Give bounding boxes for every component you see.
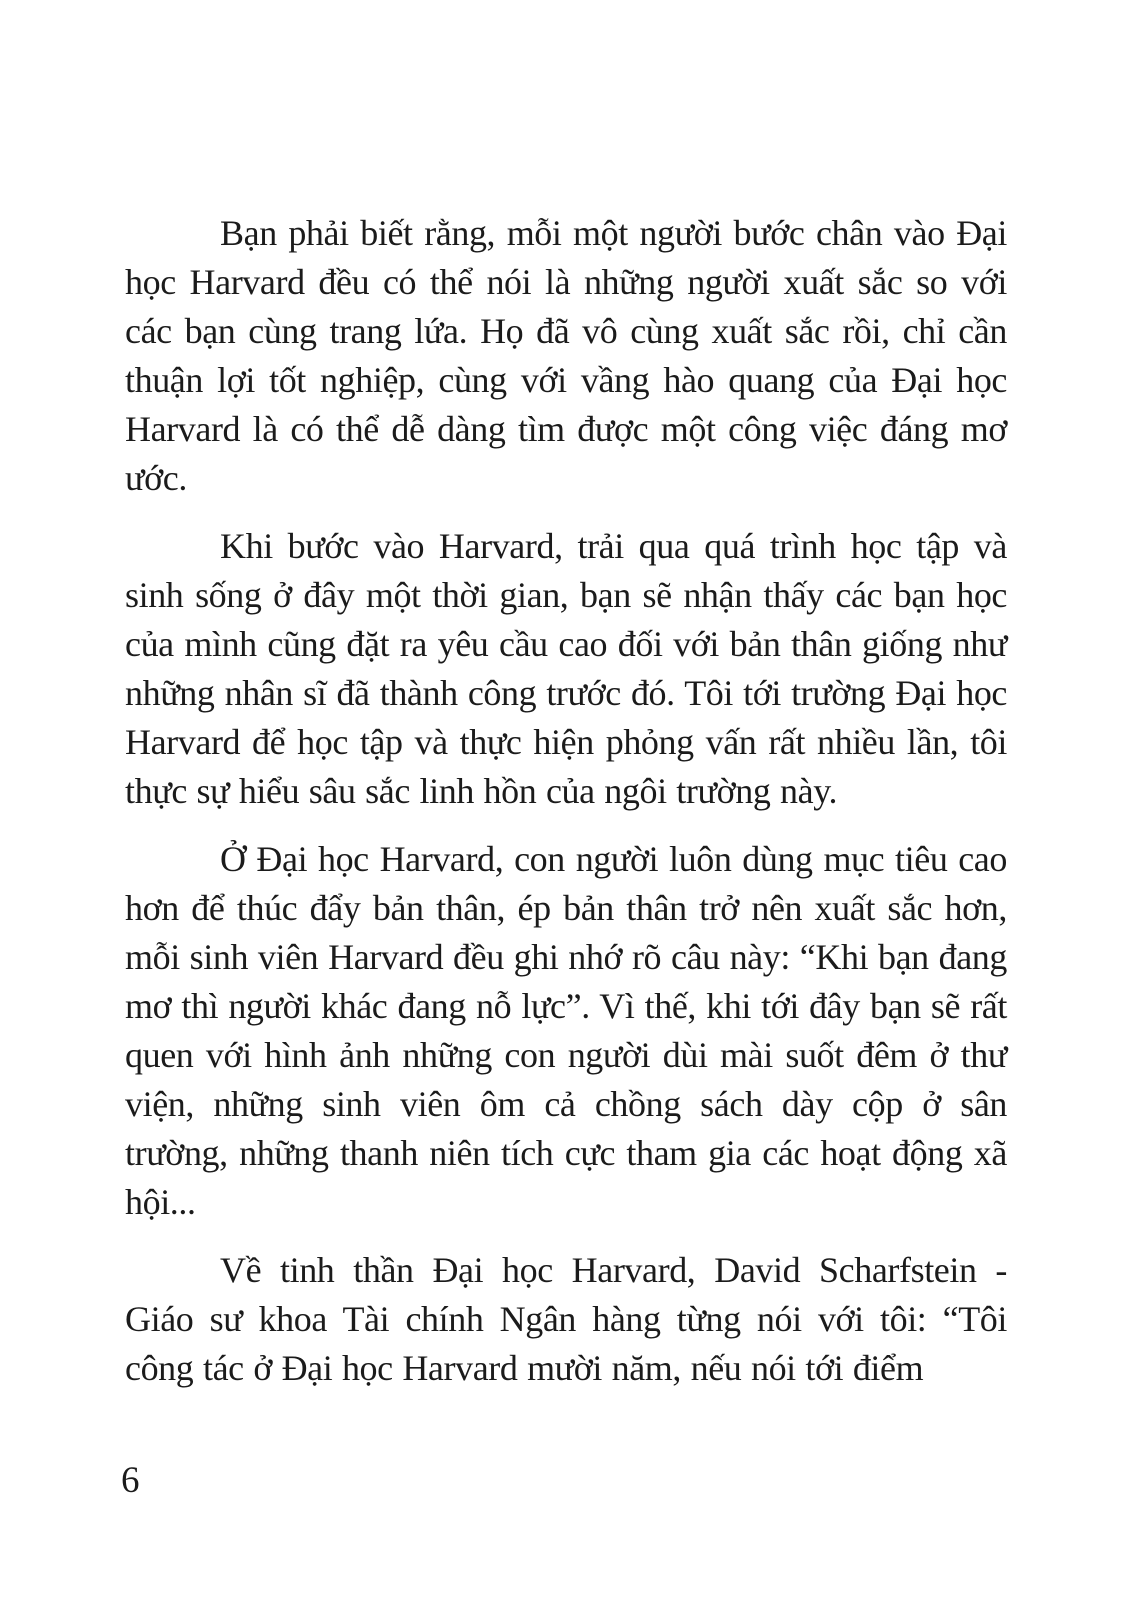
paragraph: Khi bước vào Harvard, trải qua quá trình học tập và sinh sống ở đây một thời gian, bạn sẽ nhận thấy các bạn học của mình cũng đặt ra yêu cầu cao đối với bản thân giống như những nhân sĩ đã thành công trước đó. Tôi tới trường Đại học Harvard để học tập và thực hiện phỏng vấn rất nhiều lần, tôi thực sự hiểu sâu sắc linh hồn của ngôi trường này. (125, 526, 1007, 811)
page-body-text (125, 209, 1007, 1412)
paragraph: Ở Đại học Harvard, con người luôn dùng mục tiêu cao hơn để thúc đẩy bản thân, ép bản thân trở nên xuất sắc hơn, mỗi sinh viên Harvard đều ghi nhớ rõ câu này: “Khi bạn đang mơ thì người khác đang nỗ lực”. Vì thế, khi tới đây bạn sẽ rất quen với hình ảnh những con người dùi mài suốt đêm ở thư viện, những sinh viên ôm cả chồng sách dày cộp ở sân trường, những thanh niên tích cực tham gia các hoạt động xã hội... (125, 839, 1007, 1222)
page-number: 6 (121, 1460, 140, 1501)
paragraph: Về tinh thần Đại học Harvard, David Scharfstein - Giáo sư khoa Tài chính Ngân hàng từng nói với tôi: “Tôi công tác ở Đại học Harvard mười năm, nếu nói tới điểm (125, 1250, 1007, 1388)
paragraph: Bạn phải biết rằng, mỗi một người bước chân vào Đại học Harvard đều có thể nói là những người xuất sắc so với các bạn cùng trang lứa. Họ đã vô cùng xuất sắc rồi, chỉ cần thuận lợi tốt nghiệp, cùng với vầng hào quang của Đại học Harvard là có thể dễ dàng tìm được một công việc đáng mơ ước. (125, 213, 1007, 498)
